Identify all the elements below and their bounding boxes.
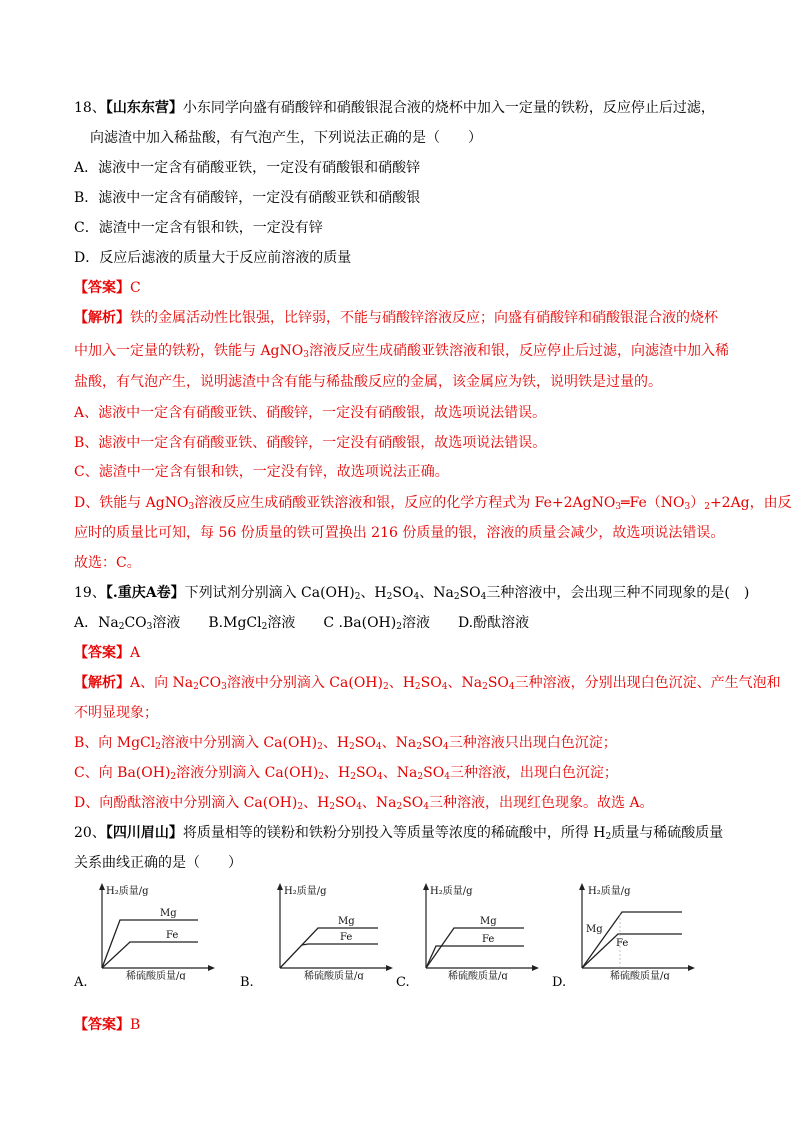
q20-graph-b [268,880,398,980]
q18-analysis-a: A、滤液中一定含有硝酸亚铁、硝酸锌，一定没有硝酸银，故选项说法错误。 [74,405,547,421]
q18-analysis-d-line2: 应时的质量比可知，每 56 份质量的铁可置换出 216 份质量的银，溶液的质量会减少，故选项说法错误。 [74,525,725,541]
q18-option-a: A．滤液中一定含有硝酸亚铁，一定没有硝酸银和硝酸锌 [74,160,421,176]
q18-option-d: D．反应后滤液的质量大于反应前溶液的质量 [74,250,352,266]
q20-answer: 【答案】B [74,1017,141,1033]
graph-a-xlabel: 稀硫酸质量/g [126,971,186,980]
q20-graph-a [90,880,220,980]
q18-analysis-d-line1: D、铁能与 AgNO$_3$溶液反应生成硝酸亚铁溶液和银，反应的化学方程式为 $Fe+2AgNO_3═Fe(NO_3)_2+2Ag$，由反 [74,495,792,512]
graph-b-mg-label: Mg [338,916,355,927]
q18-stem-line1: 18、【山东东营】小东同学向盛有硝酸锌和硝酸银混合液的烧杯中加入一定量的铁粉，反应停止后过滤， [74,100,715,116]
graph-b-ylabel: H₂质量/g [284,886,327,897]
q19-analysis-line2: 不明显现象； [74,705,158,721]
graph-b-xlabel: 稀硫酸质量/g [304,971,364,980]
q19-analysis-d: D、向酚酞溶液中分别滴入 $Ca(OH)_2$、$H_2SO_4$、$Na_2SO_4$三种溶液，出现红色现象。故选 A。 [74,795,654,812]
q18-analysis-line3: 盐酸，有气泡产生，说明滤渣中含有能与稀盐酸反应的金属，该金属应为铁，说明铁是过量的。 [74,374,662,390]
q20-stem-line1: 20、【四川眉山】将质量相等的镁粉和铁粉分别投入等质量等浓度的稀硫酸中，所得 $H_2$质量与稀硫酸质量 [74,825,724,842]
graph-c-ylabel: H₂质量/g [430,886,473,897]
graph-c-xlabel: 稀硫酸质量/g [448,971,508,980]
graph-c-fe-label: Fe [482,934,495,945]
q20-graph-d [570,880,700,980]
graph-c-mg-label: Mg [480,916,497,927]
q20-graph-a-label: A. [74,975,88,990]
q19-options: A．$Na_2CO_3$溶液 B.MgCl$_2$溶液 C $.Ba(OH)_2$溶液 D.酚酞溶液 [74,615,530,632]
graph-a-mg-label: Mg [160,908,177,919]
graph-b-fe-label: Fe [340,932,353,943]
q19-stem: 19、【.重庆A卷】下列试剂分别滴入 $Ca(OH)_2$、$H_2SO_4$、$Na_2SO_4$三种溶液中，会出现三种不同现象的是( ) [74,585,750,602]
q19-analysis-b: B、向 MgCl$_2$溶液中分别滴入 $Ca(OH)_2$、$H_2SO_4$、$Na_2SO_4$三种溶液只出现白色沉淀； [74,735,617,752]
q20-graph-c-label: C. [396,975,410,990]
graph-d-fe-label: Fe [616,938,629,949]
q20-graph-d-label: D. [552,975,567,990]
graph-d-mg-label: Mg [586,924,603,935]
q20-stem-line2: 关系曲线正确的是（ ） [74,855,242,871]
q19-analysis-line1: 【解析】A、向 $Na_2CO_3$溶液中分别滴入 $Ca(OH)_2$、$H_2SO_4$、$Na_2SO_4$三种溶液，分别出现白色沉淀、产生气泡和 [74,675,781,692]
q19-answer: 【答案】A [74,645,141,661]
q18-analysis-b: B、滤液中一定含有硝酸亚铁、硝酸锌，一定没有硝酸银，故选项说法错误。 [74,435,547,451]
q19-analysis-c: C、向 $Ba(OH)_2$溶液分别滴入 $Ca(OH)_2$、$H_2SO_4$、$Na_2SO_4$三种溶液，出现白色沉淀； [74,765,618,782]
q20-graph-c [414,880,544,980]
graph-a-ylabel: H₂质量/g [106,886,149,897]
graph-d-xlabel: 稀硫酸质量/g [610,971,670,980]
q18-option-c: C．滤渣中一定含有银和铁，一定没有锌 [74,220,323,236]
q20-graph-b-label: B. [240,975,254,990]
graph-a-fe-label: Fe [166,930,179,941]
q18-analysis-line1: 【解析】铁的金属活动性比银强，比锌弱，不能与硝酸锌溶液反应；向盛有硝酸锌和硝酸银混合液的烧杯 [74,310,718,326]
q18-analysis-conclusion: 故选：C。 [74,555,141,571]
q18-answer: 【答案】C [74,280,141,296]
q18-option-b: B．滤液中一定含有硝酸锌，一定没有硝酸亚铁和硝酸银 [74,190,421,206]
q18-analysis-c: C、滤渣中一定含有银和铁，一定没有锌，故选项说法正确。 [74,464,449,480]
q18-stem-line2: 向滤渣中加入稀盐酸，有气泡产生，下列说法正确的是（ ） [90,130,482,146]
q18-analysis-line2: 中加入一定量的铁粉，铁能与 AgNO$_3$溶液反应生成硝酸亚铁溶液和银，反应停止后过滤，向滤渣中加入稀 [74,343,729,360]
graph-d-ylabel: H₂质量/g [588,886,631,897]
